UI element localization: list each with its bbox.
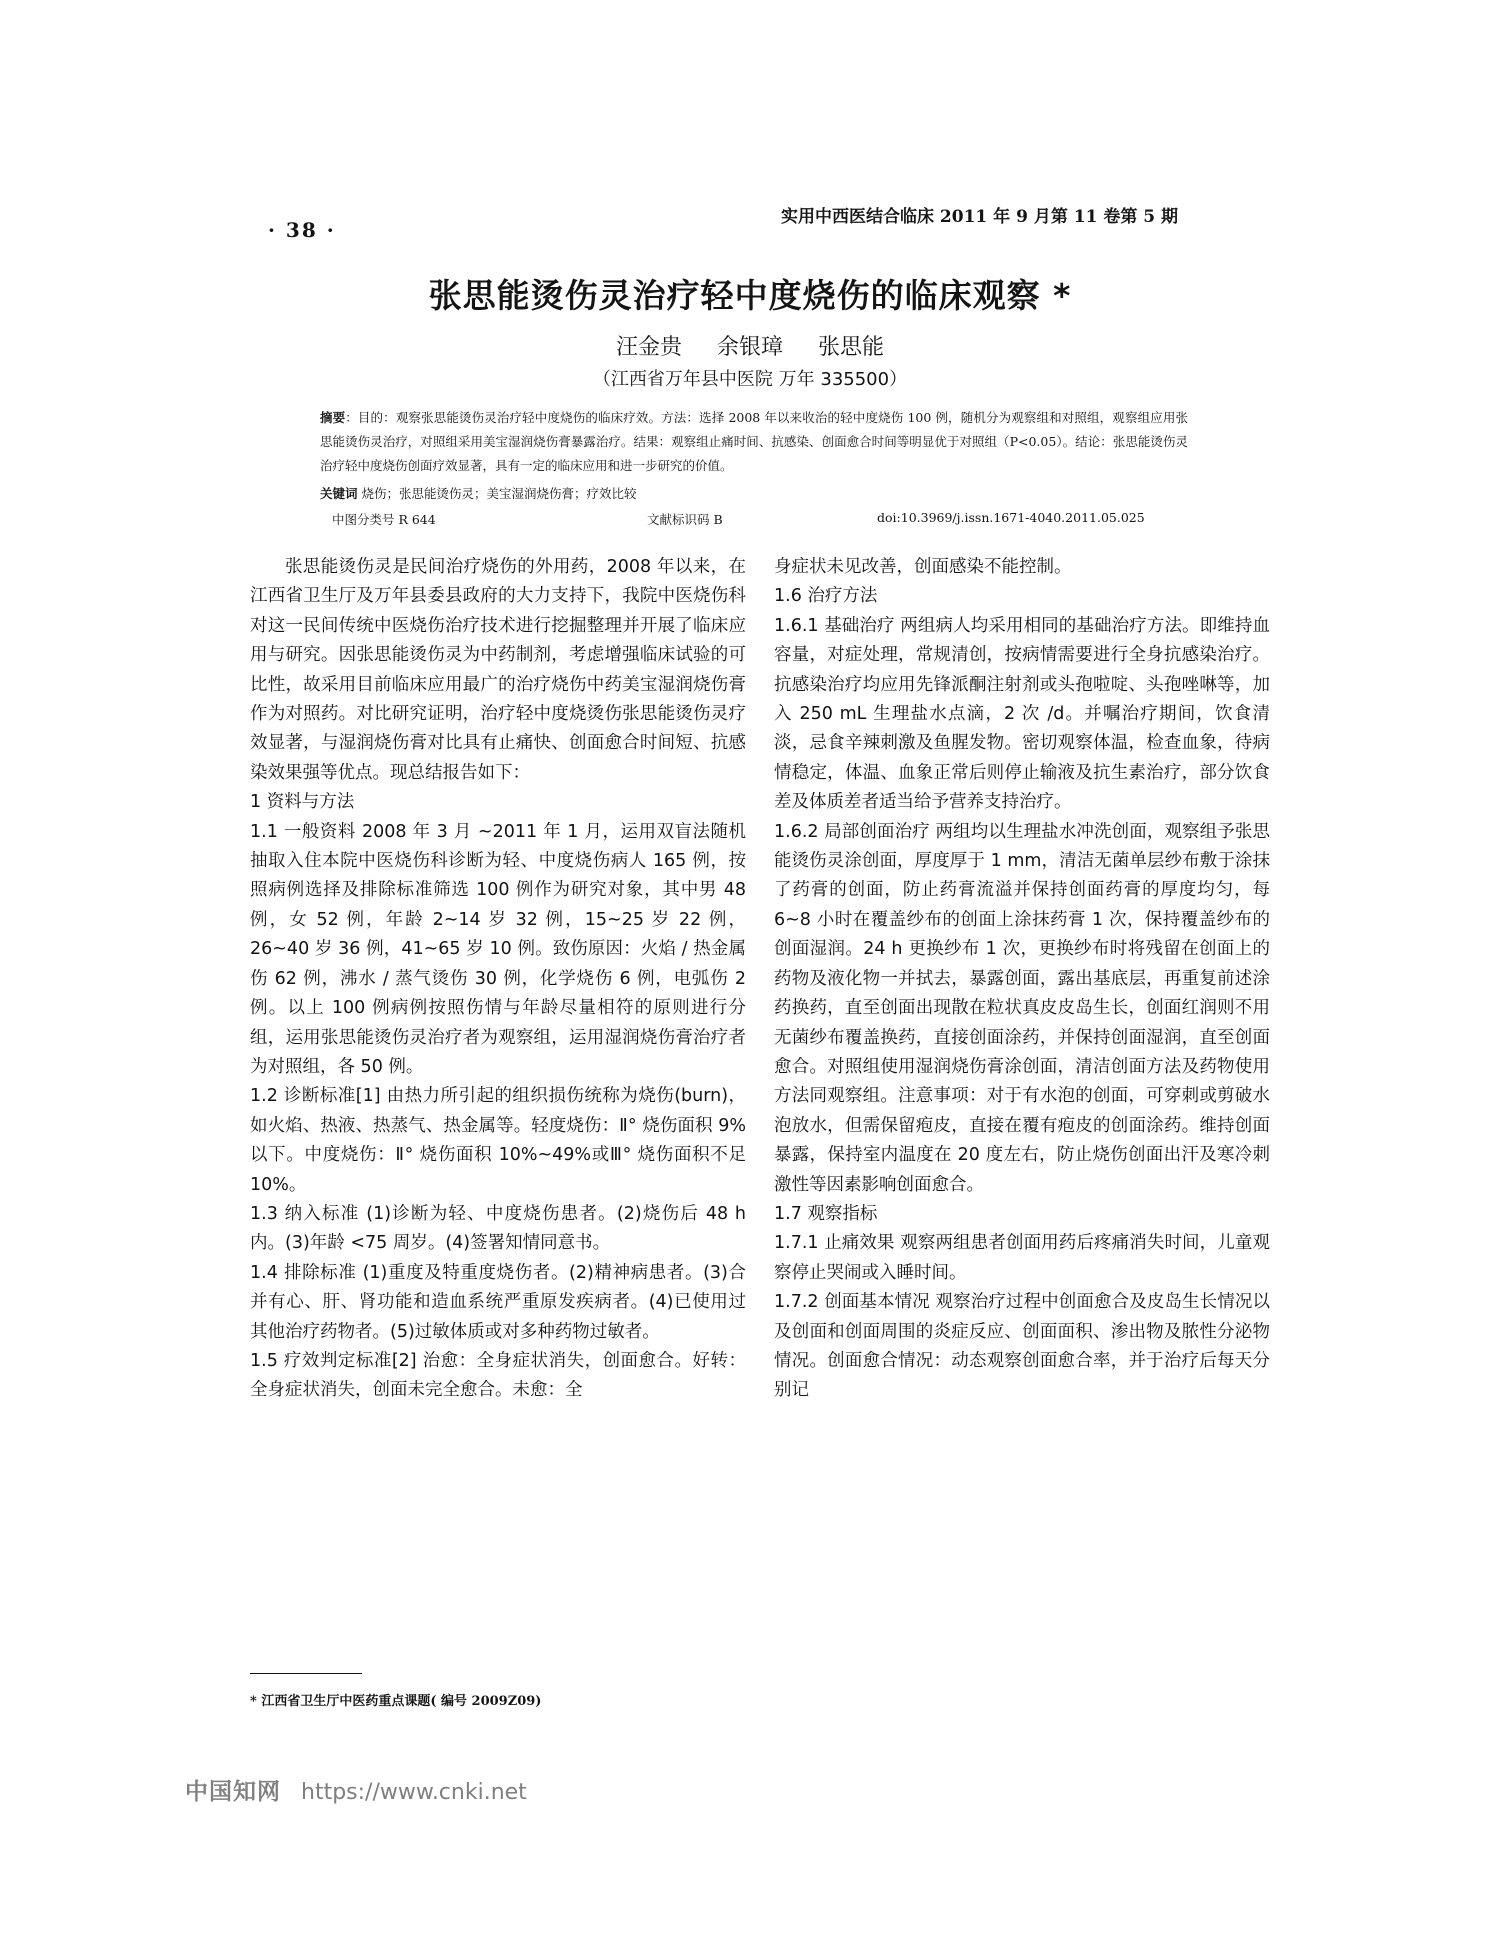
footnote: * 江西省卫生厅中医药重点课题( 编号 2009Z09) <box>250 1694 542 1709</box>
doi: doi:10.3969/j.issn.1671-4040.2011.05.025 <box>877 510 1145 525</box>
paragraph: 1.2 诊断标准[1] 由热力所引起的组织损伤统称为烧伤(burn)，如火焰、热液、热蒸气、热金属等。轻度烧伤：Ⅱ° 烧伤面积 9%以下。中度烧伤：Ⅱ° 烧伤面积 10%~49%或Ⅲ° 烧伤面积不足 10%。 <box>250 1086 746 1195</box>
cnki-url[interactable]: https://www.cnki.net <box>301 1780 527 1805</box>
journal-header: 实用中西医结合临床 2011 年 9 月第 11 卷第 5 期 <box>781 207 1178 227</box>
footnote-divider <box>250 1673 362 1674</box>
abstract-label: 摘要 <box>320 410 346 425</box>
article-title: 张思能烫伤灵治疗轻中度烧伤的临床观察 * <box>428 276 1072 315</box>
paragraph: 1.4 排除标准 (1)重度及特重度烧伤者。(2)精神病患者。(3)合并有心、肝、肾功能和造血系统严重原发疾病者。(4)已使用过其他治疗药物者。(5)过敏体质或对多种药物过敏者。 <box>250 1262 746 1342</box>
paragraph: 1.7.2 创面基本情况 观察治疗过程中创面愈合及皮岛生长情况以及创面和创面周围的炎症反应、创面面积、渗出物及脓性分泌物情况。创面愈合情况：动态观察创面愈合率，并于治疗后每天分别记 <box>774 1292 1270 1401</box>
cnki-watermark <box>185 1773 527 1806</box>
keywords-label: 关键词 <box>320 486 358 501</box>
paragraph: 1.1 一般资料 2008 年 3 月 ~2011 年 1 月，运用双盲法随机抽取入住本院中医烧伤科诊断为轻、中度烧伤病人 165 例，按照病例选择及排除标准筛选 100 例作为研究对象，其中男 48 例，女 52 例，年龄 2~14 岁 32 例，15~25 岁 22 例，26~40 岁 36 例，41~65 岁 10 例。致伤原因：火焰 / 热金属伤 62 例，沸水 / 蒸气烫伤 30 例，化学烧伤 6 例，电弧伤 2 例。以上 100 例病例按照伤情与年龄尽量相符的原则进行分组，运用张思能烫伤灵治疗者为观察组，运用湿润烧伤膏治疗者为对照组，各 50 例。 <box>250 821 746 1077</box>
page-number: · 38 · <box>268 218 336 242</box>
document-code: 文献标识码 B <box>647 512 723 527</box>
article-authors: 汪金贵 余银璋 张思能 <box>616 335 884 360</box>
paragraph: 身症状未见改善，创面感染不能控制。 <box>774 557 1072 577</box>
paragraph: 1.5 疗效判定标准[2] 治愈：全身症状消失，创面愈合。好转：全身症状消失，创面未完全愈合。未愈：全 <box>250 1350 746 1401</box>
section-heading: 1.7 观察指标 <box>774 1203 878 1224</box>
author-affiliation: （江西省万年县中医院 万年 335500） <box>592 369 908 390</box>
paragraph: 1.7.1 止痛效果 观察两组患者创面用药后疼痛消失时间，儿童观察停止哭闹或入睡时间。 <box>774 1233 1270 1283</box>
intro-paragraph: 张思能烫伤灵是民间治疗烧伤的外用药，2008 年以来，在江西省卫生厅及万年县委县政府的大力支持下，我院中医烧伤科对这一民间传统中医烧伤治疗技术进行挖掘整理并开展了临床应用与研究。因张思能烫伤灵为中药制剂，考虑增强临床试验的可比性，故采用目前临床应用最广的治疗烧伤中药美宝湿润烧伤膏作为对照药。对比研究证明，治疗轻中度烧烫伤张思能烫伤灵疗效显著，与湿润烧伤膏对比具有止痛快、创面愈合时间短、抗感染效果强等优点。现总结报告如下： <box>250 557 746 783</box>
section-heading: 1 资料与方法 <box>250 792 355 813</box>
paragraph: 1.6.1 基础治疗 两组病人均采用相同的基础治疗方法。即维持血容量，对症处理，常规清创，按病情需要进行全身抗感染治疗。抗感染治疗均应用先锋派酮注射剂或头孢啦啶、头孢唑啉等，加入 250 mL 生理盐水点滴，2 次 /d。并嘱治疗期间，饮食清淡，忌食辛辣刺激及鱼腥发物。密切观察体温，检查血象，待病情稳定，体温、血象正常后则停止输液及抗生素治疗，部分饮食差及体质差者适当给予营养支持治疗。 <box>774 615 1270 813</box>
right-column <box>774 553 1270 1406</box>
left-column <box>250 553 746 1406</box>
clc-number: 中图分类号 R 644 <box>332 512 436 527</box>
keywords-text: 烧伤；张思能烫伤灵；美宝湿润烧伤膏；疗效比较 <box>361 486 637 501</box>
paragraph: 1.6.2 局部创面治疗 两组均以生理盐水冲洗创面，观察组予张思能烫伤灵涂创面，厚度厚于 1 mm，清洁无菌单层纱布敷于涂抹了药膏的创面，防止药膏流溢并保持创面药膏的厚度均匀，每 6~8 小时在覆盖纱布的创面上涂抹药膏 1 次，保持覆盖纱布的创面湿润。24 h 更换纱布 1 次，更换纱布时将残留在创面上的药物及液化物一并拭去，暴露创面，露出基底层，再重复前述涂药换药，直至创面出现散在粒状真皮皮岛生长，创面红润则不用无菌纱布覆盖换药，直接创面涂药，并保持创面湿润，直至创面愈合。对照组使用湿润烧伤膏涂创面，清洁创面方法及药物使用方法同观察组。注意事项：对于有水泡的创面，可穿刺或剪破水泡放水，但需保留疱皮，直接在覆有疱皮的创面涂药。维持创面暴露，保持室内温度在 20 度左右，防止烧伤创面出汗及寒冷刺激性等因素影响创面愈合。 <box>774 821 1270 1195</box>
cnki-name: 中国知网 <box>185 1779 281 1805</box>
abstract-text: ：目的：观察张思能烫伤灵治疗轻中度烧伤的临床疗效。方法：选择 2008 年以来收治的轻中度烧伤 100 例，随机分为观察组和对照组，观察组应用张思能烫伤灵治疗，对照组采用美宝湿润烧伤膏暴露治疗。结果：观察组止痛时间、抗感染、创面愈合时间等明显优于对照组（P<0.05）。结论：张思能烫伤灵治疗轻中度烧伤创面疗效显著，具有一定的临床应用和进一步研究的价值。 <box>320 410 1188 473</box>
paragraph: 1.3 纳入标准 (1)诊断为轻、中度烧伤患者。(2)烧伤后 48 h 内。(3)年龄 <75 周岁。(4)签署知情同意书。 <box>250 1203 746 1254</box>
section-heading: 1.6 治疗方法 <box>774 586 878 607</box>
abstract <box>320 406 1188 478</box>
keywords <box>320 484 637 502</box>
